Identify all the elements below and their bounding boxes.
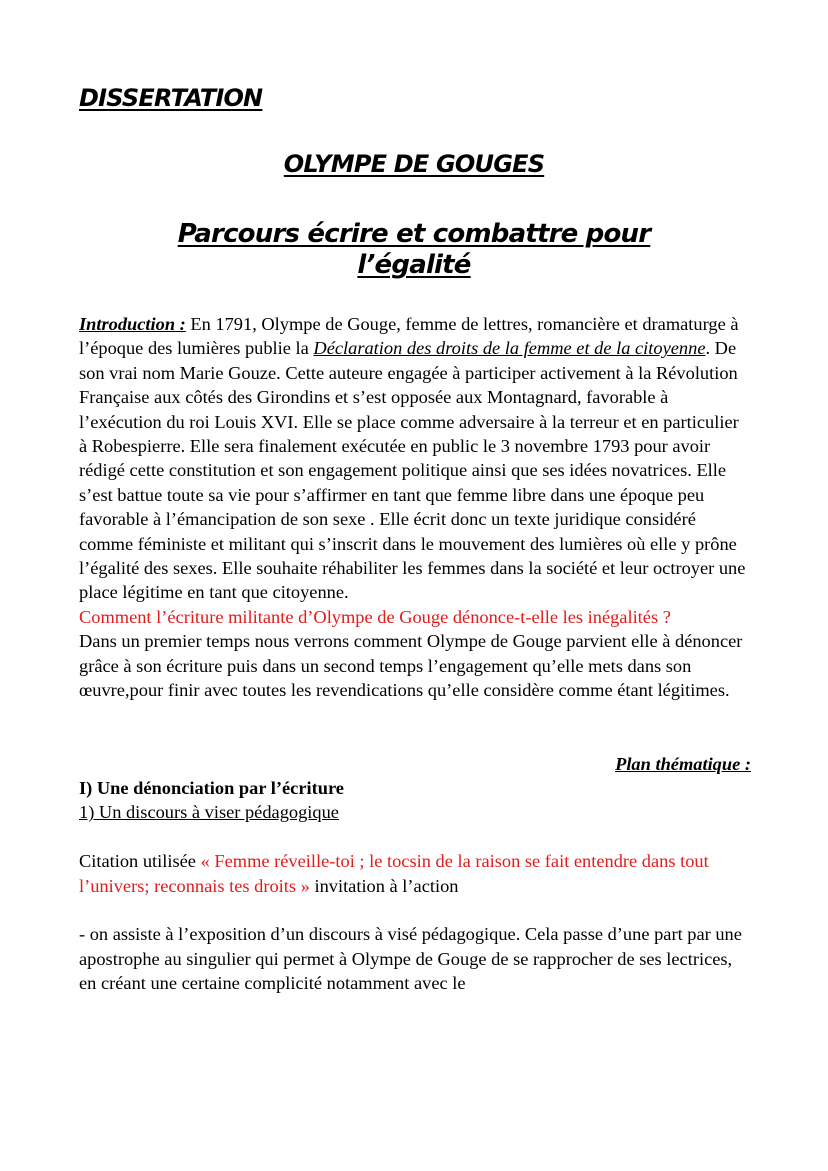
plan-label: Plan thématique : [615, 753, 751, 774]
analysis-paragraph: - on assiste à l’exposition d’un discours à visé pédagogique. Cela passe d’une part par une apostrophe au singulier qui permet à Olympe de Gouge de se rapprocher de ses lectrices, en créant une certaine complicité notamment avec le [79, 924, 742, 994]
introduction-text-before: En 1791, Olympe de Gouge, femme de lettres, romancière et dramaturge à l’époque des lumières publie la [79, 314, 739, 359]
spacer [79, 703, 751, 752]
parcours-heading [100, 219, 728, 281]
dissertation-heading: DISSERTATION [79, 84, 263, 112]
declaration-title: Déclaration des droits de la femme et de la citoyenne [313, 338, 706, 359]
annonce-plan: Dans un premier temps nous verrons comment Olympe de Gouge parvient elle à dénoncer grâce à son écriture puis dans un second temps l’engagement qu’elle mets dans son œuvre,pour finir avec toutes les revendications qu’elle considère comme étant légitimes. [79, 631, 743, 701]
spacer [79, 825, 751, 849]
spacer [79, 898, 751, 922]
citation-prefix: Citation utilisée [79, 851, 201, 872]
author-heading: OLYMPE DE GOUGES [283, 150, 545, 178]
citation-suffix: invitation à l’action [309, 875, 459, 896]
section-1-title: I) Une dénonciation par l’écriture [79, 777, 344, 798]
document-body [79, 312, 751, 996]
introduction-text-after: . De son vrai nom Marie Gouze. Cette auteure engagée à participer activement à la Révolution Française aux côtés des Girondins et s’est opposée aux Montagnard, favorable à l’exécution du roi Louis XVI. Elle se place comme adversaire à la terreur et en particulier à Robespierre. Elle sera finalement exécutée en public le 3 novembre 1793 pour avoir rédigé cette constitution et son engagement politique ainsi que ses idées novatrices. Elle s’est battue toute sa vie pour s’affirmer en tant que femme libre dans une époque peu favorable à l’émancipation de son sexe . Elle écrit donc un texte juridique considéré comme féministe et militant qui s’inscrit dans le mouvement des lumières où elle y prône l’égalité des sexes. Elle souhaite réhabiliter les femmes dans la société et leur octroyer une place légitime en tant que citoyenne. [79, 338, 746, 603]
introduction-label: Introduction : [79, 314, 186, 334]
introduction-paragraph [79, 312, 751, 605]
problematique: Comment l’écriture militante d’Olympe de Gouge dénonce-t-elle les inégalités ? [79, 606, 671, 627]
parcours-heading-line1: Parcours écrire et combattre pour [177, 219, 651, 249]
parcours-heading-line2: l’égalité [357, 250, 471, 280]
citation-quote: « Femme réveille-toi ; le tocsin de la raison se fait entendre dans tout l’univers; reconnais tes droits » [79, 851, 709, 896]
section-1-subtitle: 1) Un discours à viser pédagogique [79, 802, 339, 823]
citation-paragraph [79, 849, 751, 898]
